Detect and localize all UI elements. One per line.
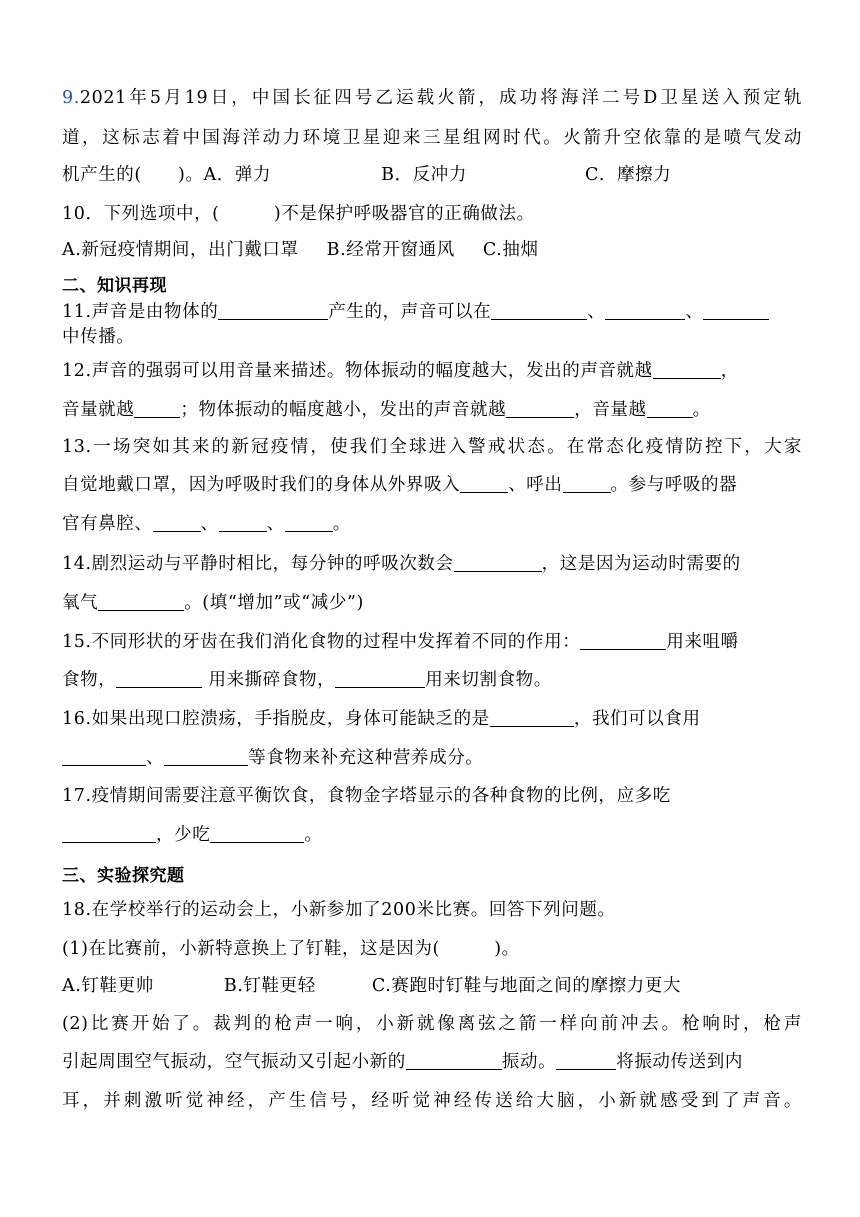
question-14-line-2: 氧气 。(填“增加”或“减少”) bbox=[62, 593, 364, 613]
question-10-options bbox=[62, 236, 802, 261]
question-12-line-1: 12.声音的强弱可以用音量来描述。物体振动的幅度越大，发出的声音就越 ， bbox=[62, 361, 739, 381]
question-18-option-a: A.钉鞋更帅 bbox=[62, 976, 154, 996]
blank[interactable] bbox=[285, 513, 333, 532]
blank[interactable] bbox=[506, 399, 574, 418]
question-10-option-c: C.抽烟 bbox=[482, 240, 539, 260]
blank[interactable] bbox=[460, 474, 508, 493]
question-15-line-2: 食物， 用来撕碎食物， 用来切割食物。 bbox=[62, 670, 552, 690]
blank[interactable] bbox=[153, 513, 201, 532]
blank[interactable] bbox=[62, 824, 156, 843]
section-2-title: 二、知识再现 bbox=[62, 276, 167, 296]
question-11-line-2: 中传播。 bbox=[62, 327, 135, 347]
blank[interactable] bbox=[98, 592, 184, 611]
question-11-line-1: 11.声音是由物体的 产生的，声音可以在 、 、 bbox=[62, 298, 802, 323]
blank[interactable] bbox=[454, 553, 542, 572]
blank[interactable] bbox=[580, 631, 666, 650]
blank[interactable] bbox=[406, 1051, 502, 1070]
question-10-option-b: B.经常开窗通风 bbox=[326, 240, 455, 260]
question-9-number: 9. bbox=[62, 88, 80, 108]
question-9-option-c: C．摩擦力 bbox=[584, 165, 672, 185]
blank[interactable] bbox=[490, 708, 574, 727]
question-14-line-1: 14.剧烈运动与平静时相比，每分钟的呼吸次数会 ，这是因为运动时需要的 bbox=[62, 554, 741, 574]
question-9-line-3: 机产生的( )。A．弹力 B．反冲力 C．摩擦力 bbox=[62, 165, 672, 185]
question-9-option-a: A．弹力 bbox=[203, 165, 272, 185]
blank[interactable] bbox=[647, 399, 693, 418]
question-10-stem: 10．下列选项中，( )不是保护呼吸器官的正确做法。 bbox=[62, 204, 535, 224]
blank[interactable] bbox=[335, 669, 425, 688]
question-18-sub-2-line-2: 引起周围空气振动，空气振动又引起小新的 振动。 将振动传送到内 bbox=[62, 1052, 743, 1072]
question-13-line-2: 自觉地戴口罩，因为呼吸时我们的身体从外界吸入 、呼出 。参与呼吸的器 bbox=[62, 475, 738, 495]
question-18-stem: 18.在学校举行的运动会上，小新参加了200米比赛。回答下列问题。 bbox=[62, 900, 616, 920]
blank[interactable] bbox=[62, 747, 146, 766]
question-18-sub-1: (1)在比赛前，小新特意换上了钉鞋，这是因为( )。 bbox=[62, 939, 520, 959]
question-16-line-1: 16.如果出现口腔溃疡，手指脱皮，身体可能缺乏的是 ，我们可以食用 bbox=[62, 709, 701, 729]
question-9-line-2: 道，这标志着中国海洋动力环境卫星迎来三星组网时代。火箭升空依靠的是喷气发动 bbox=[62, 128, 802, 148]
blank[interactable] bbox=[653, 360, 721, 379]
question-13-line-3: 官有鼻腔、 、 、 。 bbox=[62, 514, 351, 534]
question-18-sub-2-line-1: (2)比赛开始了。裁判的枪声一响，小新就像离弦之箭一样向前冲去。枪响时，枪声 bbox=[62, 1014, 802, 1034]
blank[interactable] bbox=[134, 399, 180, 418]
question-17-line-1: 17.疫情期间需要注意平衡饮食，食物金字塔显示的各种食物的比例，应多吃 bbox=[62, 786, 671, 806]
blank[interactable] bbox=[703, 301, 769, 320]
question-10-option-a: A.新冠疫情期间，出门戴口罩 bbox=[62, 240, 299, 260]
question-18-sub-2-line-3: 耳，并刺激听觉神经，产生信号，经听觉神经传送给大脑，小新就感受到了声音。 bbox=[62, 1091, 802, 1111]
question-18-option-b: B.钉鞋更轻 bbox=[223, 976, 316, 996]
section-3-title: 三、实验探究题 bbox=[62, 866, 185, 886]
blank[interactable] bbox=[164, 747, 248, 766]
question-18-option-c: C.赛跑时钉鞋与地面之间的摩擦力更大 bbox=[371, 976, 681, 996]
question-13-line-1: 13.一场突如其来的新冠疫情，使我们全球进入警戒状态。在常态化疫情防控下，大家 bbox=[62, 437, 802, 457]
question-16-line-2: 、 等食物来补充这种营养成分。 bbox=[62, 744, 802, 769]
blank[interactable] bbox=[218, 301, 328, 320]
question-18-options bbox=[62, 972, 802, 997]
question-9-line-1: 9.2021年5月19日，中国长征四号乙运载火箭，成功将海洋二号D卫星送入预定轨 bbox=[62, 88, 802, 108]
blank[interactable] bbox=[219, 513, 267, 532]
question-12-line-2: 音量就越 ；物体振动的幅度越小，发出的声音就越 ，音量越 。 bbox=[62, 400, 711, 420]
blank[interactable] bbox=[605, 301, 685, 320]
blank[interactable] bbox=[116, 669, 202, 688]
blank[interactable] bbox=[556, 1051, 616, 1070]
question-15-line-1: 15.不同形状的牙齿在我们消化食物的过程中发挥着不同的作用： 用来咀嚼 bbox=[62, 632, 739, 652]
blank[interactable] bbox=[491, 301, 587, 320]
blank[interactable] bbox=[210, 824, 304, 843]
question-9-option-b: B．反冲力 bbox=[381, 165, 467, 185]
question-17-line-2: ，少吃 。 bbox=[62, 821, 802, 846]
blank[interactable] bbox=[563, 474, 611, 493]
